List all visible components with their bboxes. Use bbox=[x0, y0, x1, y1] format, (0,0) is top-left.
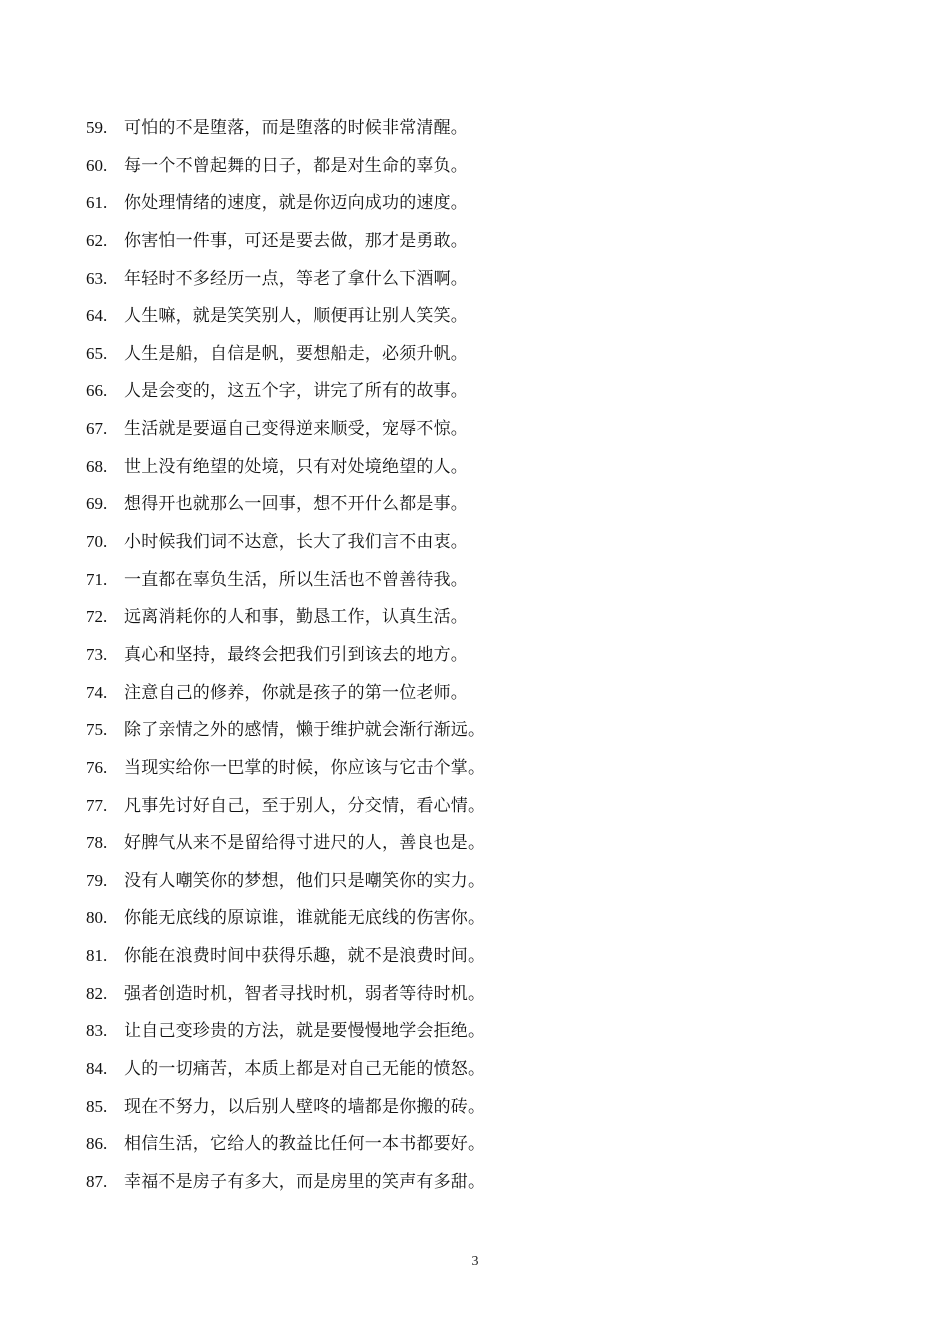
item-number: 70. bbox=[86, 532, 108, 552]
item-text: 强者创造时机，智者寻找时机，弱者等待时机。 bbox=[124, 983, 486, 1004]
item-text: 想得开也就那么一回事，想不开什么都是事。 bbox=[124, 494, 468, 515]
item-number: 64. bbox=[86, 306, 108, 326]
item-number: 66. bbox=[86, 381, 108, 401]
list-item bbox=[86, 109, 886, 147]
list-item bbox=[86, 410, 886, 448]
item-text: 人生是船，自信是帆，要想船走，必须升帆。 bbox=[124, 343, 468, 364]
list-item bbox=[86, 1088, 886, 1126]
quote-list bbox=[86, 109, 886, 1201]
item-number: 79. bbox=[86, 870, 108, 890]
list-item bbox=[86, 297, 886, 335]
item-text: 你能在浪费时间中获得乐趣，就不是浪费时间。 bbox=[124, 946, 486, 967]
item-number: 74. bbox=[86, 682, 108, 702]
item-number: 68. bbox=[86, 456, 108, 476]
list-item bbox=[86, 1163, 886, 1201]
list-item bbox=[86, 749, 886, 787]
page-number: 3 bbox=[471, 1254, 479, 1269]
item-number: 60. bbox=[86, 155, 108, 175]
item-number: 77. bbox=[86, 795, 108, 815]
item-text: 一直都在辜负生活，所以生活也不曾善待我。 bbox=[124, 569, 468, 590]
list-item bbox=[86, 937, 886, 975]
item-number: 85. bbox=[86, 1096, 108, 1116]
item-number: 61. bbox=[86, 193, 108, 213]
item-text: 除了亲情之外的感情，懒于维护就会渐行渐远。 bbox=[124, 720, 486, 741]
item-text: 没有人嘲笑你的梦想，他们只是嘲笑你的实力。 bbox=[124, 870, 486, 891]
item-text: 现在不努力，以后别人壁咚的墙都是你搬的砖。 bbox=[124, 1096, 486, 1117]
list-item bbox=[86, 448, 886, 486]
item-number: 62. bbox=[86, 230, 108, 250]
item-text: 你害怕一件事，可还是要去做，那才是勇敢。 bbox=[124, 230, 468, 251]
item-number: 86. bbox=[86, 1134, 108, 1154]
list-item bbox=[86, 636, 886, 674]
list-item bbox=[86, 222, 886, 260]
list-item bbox=[86, 1125, 886, 1163]
item-number: 78. bbox=[86, 833, 108, 853]
item-number: 72. bbox=[86, 607, 108, 627]
item-number: 65. bbox=[86, 343, 108, 363]
list-item bbox=[86, 975, 886, 1013]
list-item bbox=[86, 899, 886, 937]
item-number: 71. bbox=[86, 569, 108, 589]
item-text: 每一个不曾起舞的日子，都是对生命的辜负。 bbox=[124, 155, 468, 176]
item-text: 生活就是要逼自己变得逆来顺受，宠辱不惊。 bbox=[124, 419, 468, 440]
list-item bbox=[86, 184, 886, 222]
item-text: 当现实给你一巴掌的时候，你应该与它击个掌。 bbox=[124, 757, 486, 778]
item-text: 让自己变珍贵的方法，就是要慢慢地学会拒绝。 bbox=[124, 1021, 486, 1042]
item-number: 84. bbox=[86, 1059, 108, 1079]
list-item bbox=[86, 824, 886, 862]
list-item bbox=[86, 1050, 886, 1088]
item-number: 83. bbox=[86, 1021, 108, 1041]
item-number: 59. bbox=[86, 118, 108, 137]
item-text: 你处理情绪的速度，就是你迈向成功的速度。 bbox=[124, 193, 468, 214]
list-item bbox=[86, 862, 886, 900]
item-text: 好脾气从来不是留给得寸进尺的人，善良也是。 bbox=[124, 833, 486, 854]
list-item bbox=[86, 674, 886, 712]
item-number: 73. bbox=[86, 644, 108, 664]
item-text: 人生嘛，就是笑笑别人，顺便再让别人笑笑。 bbox=[124, 306, 468, 327]
item-text: 小时候我们词不达意，长大了我们言不由衷。 bbox=[124, 532, 468, 553]
list-item bbox=[86, 523, 886, 561]
item-text: 幸福不是房子有多大，而是房里的笑声有多甜。 bbox=[124, 1171, 486, 1192]
item-number: 80. bbox=[86, 908, 108, 928]
item-text: 注意自己的修养，你就是孩子的第一位老师。 bbox=[124, 682, 468, 703]
list-item bbox=[86, 335, 886, 373]
item-number: 67. bbox=[86, 419, 108, 439]
item-number: 75. bbox=[86, 720, 108, 740]
item-number: 63. bbox=[86, 268, 108, 288]
item-text: 世上没有绝望的处境，只有对处境绝望的人。 bbox=[124, 456, 468, 477]
item-text: 真心和坚持，最终会把我们引到该去的地方。 bbox=[124, 644, 468, 665]
item-text: 远离消耗你的人和事，勤恳工作，认真生活。 bbox=[124, 607, 468, 628]
item-text: 可怕的不是堕落，而是堕落的时候非常清醒。 bbox=[124, 118, 468, 138]
list-item bbox=[86, 147, 886, 185]
item-number: 76. bbox=[86, 757, 108, 777]
item-number: 87. bbox=[86, 1171, 108, 1191]
list-item bbox=[86, 372, 886, 410]
item-text: 你能无底线的原谅谁，谁就能无底线的伤害你。 bbox=[124, 908, 486, 929]
item-text: 凡事先讨好自己，至于别人，分交情，看心情。 bbox=[124, 795, 486, 816]
list-item bbox=[86, 598, 886, 636]
item-text: 年轻时不多经历一点，等老了拿什么下酒啊。 bbox=[124, 268, 468, 289]
list-item bbox=[86, 787, 886, 825]
list-item bbox=[86, 260, 886, 298]
item-number: 69. bbox=[86, 494, 108, 514]
list-item bbox=[86, 485, 886, 523]
item-text: 相信生活，它给人的教益比任何一本书都要好。 bbox=[124, 1134, 486, 1155]
list-item bbox=[86, 561, 886, 599]
list-item bbox=[86, 711, 886, 749]
item-number: 82. bbox=[86, 983, 108, 1003]
item-text: 人的一切痛苦，本质上都是对自己无能的愤怒。 bbox=[124, 1059, 486, 1080]
item-number: 81. bbox=[86, 946, 108, 966]
list-item bbox=[86, 1012, 886, 1050]
item-text: 人是会变的，这五个字，讲完了所有的故事。 bbox=[124, 381, 468, 402]
